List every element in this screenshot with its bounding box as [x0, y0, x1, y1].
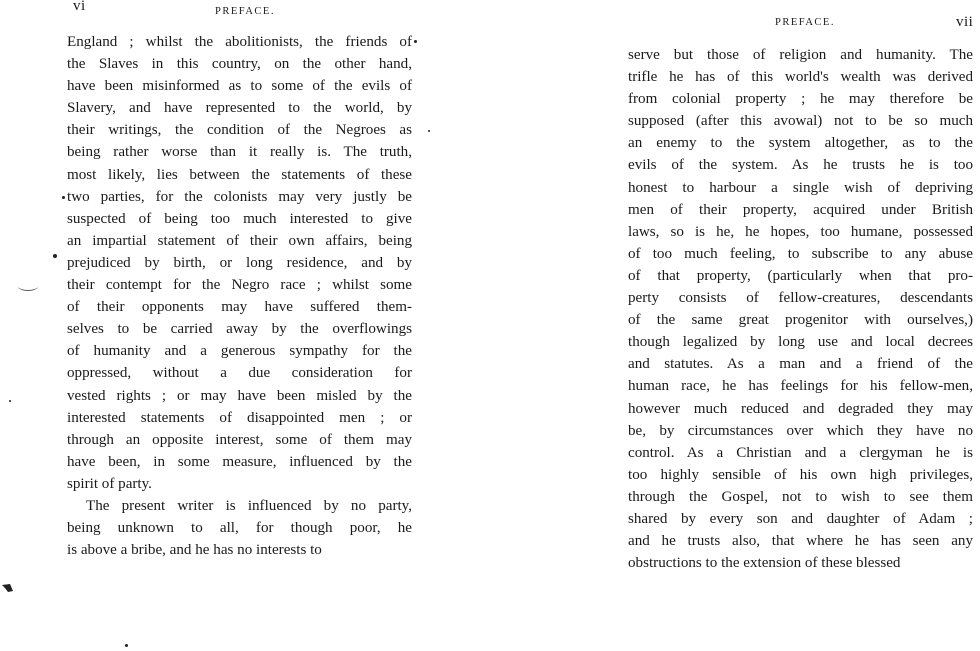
- text-line: be, by circumstances over which they have no: [628, 422, 973, 439]
- scan-speck: [414, 40, 417, 43]
- text-line: being rather worse than it really is. The truth,: [67, 144, 412, 161]
- text-line: through the Gospel, not to wish to see them: [628, 488, 973, 505]
- text-line: prejudiced by birth, or long residence, and by: [67, 254, 412, 271]
- text-line: most likely, lies between the statements of these: [67, 166, 412, 183]
- text-line: have been, in some measure, influenced by the: [67, 453, 412, 470]
- right-page-number: vii: [956, 14, 974, 30]
- text-line: and he trusts also, that where he has seen any: [628, 533, 973, 550]
- scan-speck: [62, 196, 65, 199]
- scan-speck: [53, 254, 57, 258]
- text-line: of too much feeling, to subscribe to any abuse: [628, 245, 973, 262]
- text-line: is above a bribe, and he has no interests to: [67, 542, 322, 559]
- text-line: of their opponents may have suffered them-: [67, 299, 412, 316]
- right-page: [490, 0, 980, 651]
- text-line: trifle he has of this world's wealth was derived: [628, 69, 973, 86]
- text-line: suspected of being too much interested to give: [67, 210, 412, 227]
- text-line: interested statements of disappointed men ; or: [67, 409, 412, 426]
- text-line: of humanity and a generous sympathy for the: [67, 343, 412, 360]
- text-line: supposed (after this avowal) not to be so much: [628, 113, 973, 130]
- left-running-head: PREFACE.: [215, 6, 275, 17]
- text-line: of that property, (particularly when that pro-: [628, 267, 973, 284]
- text-line: though legalized by long use and local decrees: [628, 334, 973, 351]
- text-line: serve but those of religion and humanity. The: [628, 47, 973, 63]
- text-line: two parties, for the colonists may very justly be: [67, 188, 412, 205]
- text-line: Slavery, and have represented to the world, by: [67, 100, 412, 117]
- text-line: the Slaves in this country, on the other hand,: [67, 56, 412, 73]
- scan-speck: [125, 644, 128, 647]
- right-running-head: PREFACE.: [775, 17, 835, 28]
- right-body-text: [628, 44, 973, 574]
- text-line: vested rights ; or may have been misled by the: [67, 387, 412, 404]
- scan-smudge: [18, 282, 38, 291]
- text-line: men of their property, acquired under British: [628, 201, 973, 218]
- text-line: honest to harbour a single wish of depriving: [628, 179, 973, 196]
- text-line: through an opposite interest, some of them may: [67, 431, 412, 448]
- text-line: and statutes. As a man and a friend of the: [628, 356, 973, 373]
- scan-smudge: [2, 580, 14, 590]
- scan-speck: [428, 130, 430, 132]
- text-line: an impartial statement of their own affairs, being: [67, 232, 412, 249]
- text-line: their contempt for the Negro race ; whilst some: [67, 277, 412, 294]
- text-line: England ; whilst the abolitionists, the friends of: [67, 34, 412, 50]
- text-line: evils of the system. As he trusts he is too: [628, 157, 973, 174]
- left-page-number: vi: [73, 0, 86, 14]
- scan-speck: [9, 400, 11, 402]
- text-line: however much reduced and degraded they may: [628, 400, 973, 417]
- text-line: oppressed, without a due consideration for: [67, 365, 412, 382]
- text-line: shared by every son and daughter of Adam ;: [628, 510, 973, 527]
- text-line: being unknown to all, for though poor, he: [67, 520, 412, 537]
- text-line: of the same great progenitor with ourselves,): [628, 312, 973, 329]
- text-line: laws, so is he, he hopes, too humane, possessed: [628, 223, 973, 240]
- text-line: perty consists of fellow-creatures, descendants: [628, 290, 973, 307]
- text-line: human race, he has feelings for his fellow-men,: [628, 378, 973, 395]
- text-line: obstructions to the extension of these blessed: [628, 555, 901, 572]
- text-line: have been misinformed as to some of the evils of: [67, 78, 412, 95]
- text-line: spirit of party.: [67, 475, 152, 492]
- text-line: control. As a Christian and a clergyman he is: [628, 444, 973, 461]
- text-line: from colonial property ; he may therefore be: [628, 91, 973, 108]
- text-line: too highly sensible of his own high privileges,: [628, 466, 973, 483]
- text-line: an enemy to the system altogether, as to the: [628, 135, 973, 152]
- text-line: their writings, the condition of the Negroes as: [67, 122, 412, 139]
- text-line: selves to be carried away by the overflowings: [67, 321, 412, 338]
- text-line: The present writer is influenced by no party,: [86, 497, 412, 514]
- left-body-text: [67, 31, 412, 561]
